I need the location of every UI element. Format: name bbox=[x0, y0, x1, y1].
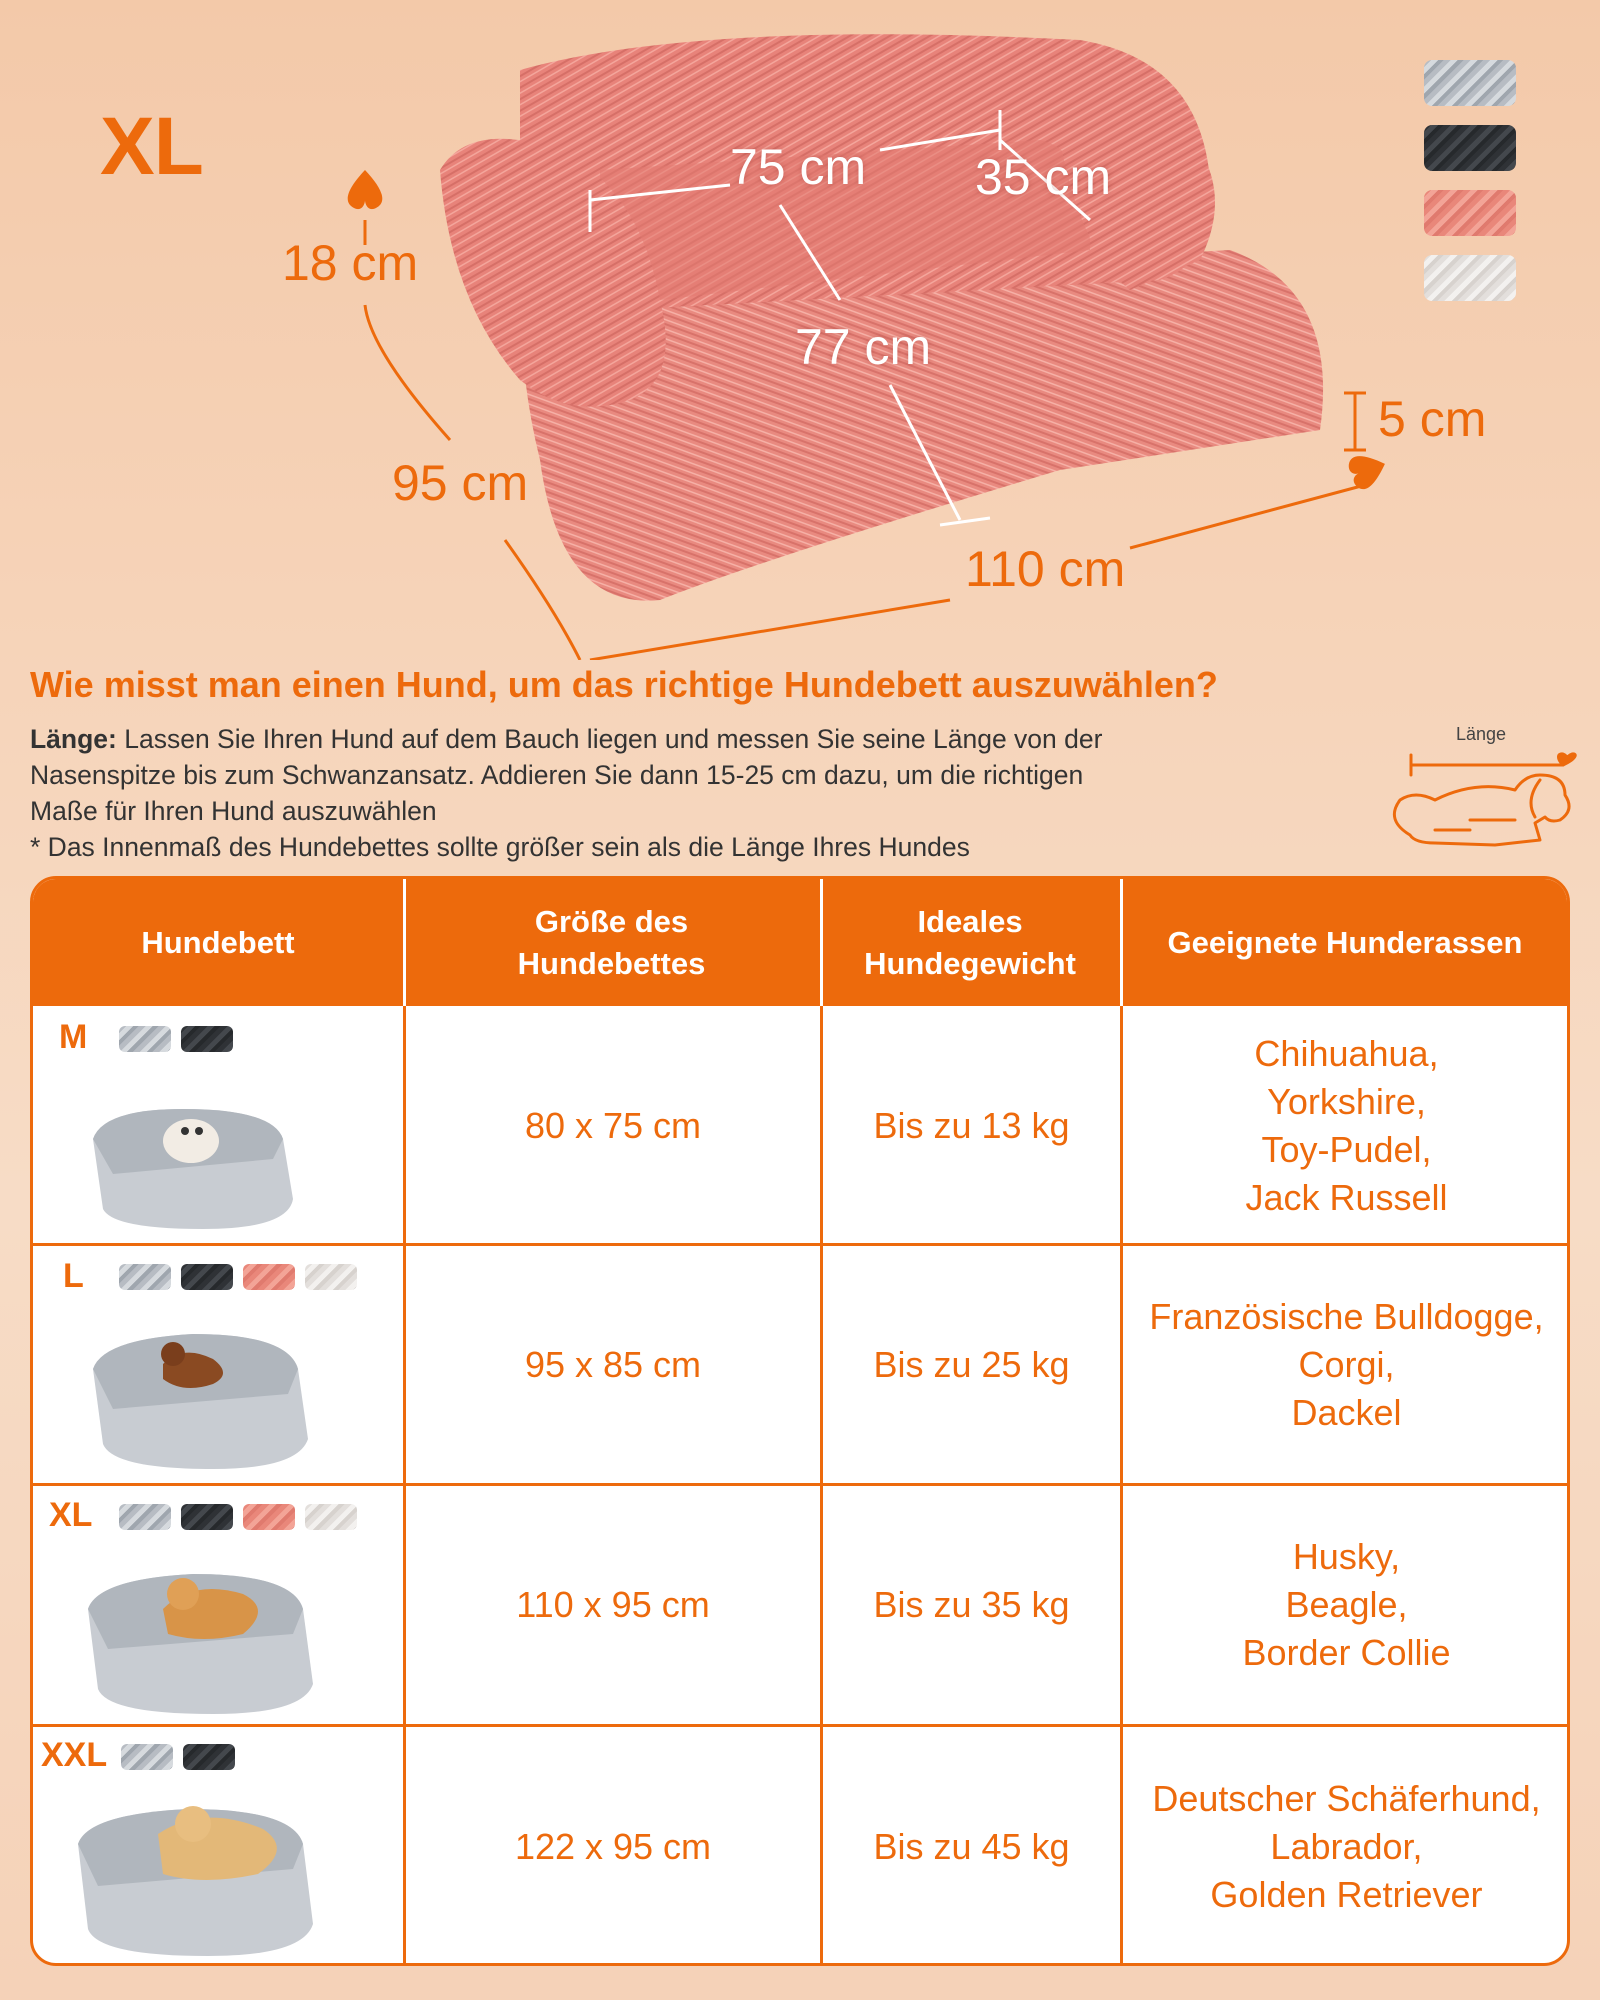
breed-item: Labrador, bbox=[1270, 1825, 1423, 1867]
breed-item: Jack Russell bbox=[1245, 1177, 1448, 1218]
breed-item: Corgi, bbox=[1298, 1343, 1395, 1385]
bed-product-photo bbox=[73, 1299, 333, 1474]
size-title: XL bbox=[100, 101, 203, 192]
row-breeds bbox=[1123, 1486, 1570, 1724]
mini-swatch-pink bbox=[243, 1504, 295, 1530]
breed-item: Border Collie bbox=[1242, 1632, 1451, 1673]
mini-swatch-grey bbox=[119, 1504, 171, 1530]
mini-swatch-dark bbox=[181, 1264, 233, 1290]
breed-item: Chihuahua, bbox=[1254, 1033, 1439, 1074]
breed-item: Golden Retriever bbox=[1210, 1873, 1483, 1915]
guide-note: * Das Innenmaß des Hundebettes sollte größer sein als die Länge Ihres Hundes bbox=[30, 832, 970, 862]
heart-arrow-icon bbox=[1346, 448, 1391, 492]
breed-item: Deutscher Schäferhund, bbox=[1152, 1777, 1541, 1819]
header-weight-line2: Hundegewicht bbox=[864, 945, 1076, 981]
hero-section bbox=[0, 0, 1600, 660]
row-size-label: XXL bbox=[41, 1736, 108, 1774]
color-swatch-dark-grey[interactable] bbox=[1424, 125, 1516, 171]
row-breeds bbox=[1123, 1246, 1570, 1483]
header-size-line1: Größe des bbox=[534, 903, 689, 939]
dim-inner-length: 77 cm bbox=[795, 319, 932, 375]
color-swatch-grey[interactable] bbox=[1424, 60, 1516, 106]
mini-swatch-pink bbox=[243, 1264, 295, 1290]
dim-width: 110 cm bbox=[965, 541, 1126, 597]
row-dimensions: 95 x 85 cm bbox=[524, 1343, 702, 1385]
dim-depth: 95 cm bbox=[392, 455, 529, 511]
row-size-label: M bbox=[59, 1018, 88, 1056]
color-swatch-pink[interactable] bbox=[1424, 190, 1516, 236]
breed-item: Beagle, bbox=[1285, 1584, 1408, 1625]
breed-item: Dackel bbox=[1291, 1391, 1402, 1433]
bed-product-photo bbox=[73, 1539, 333, 1719]
measure-guide-heading: Wie misst man einen Hund, um das richtige Hundebett auszuwählen? bbox=[30, 664, 1218, 705]
row-dimensions: 110 x 95 cm bbox=[516, 1584, 710, 1625]
dim-height: 18 cm bbox=[282, 235, 419, 291]
mini-swatch-grey bbox=[119, 1264, 171, 1290]
mini-swatch-white bbox=[305, 1504, 357, 1530]
color-swatch-white[interactable] bbox=[1424, 255, 1516, 301]
guide-line-1 bbox=[30, 724, 1102, 755]
row-weight: Bis zu 35 kg bbox=[873, 1584, 1070, 1625]
row-size-label: XL bbox=[49, 1496, 93, 1534]
mini-swatch-dark bbox=[183, 1744, 235, 1770]
guide-line-2: Nasenspitze bis zum Schwanzansatz. Addieren Sie dann 15-25 cm dazu, um die richtigen bbox=[30, 760, 1084, 790]
breed-item: Yorkshire, bbox=[1267, 1081, 1426, 1122]
guide-line-3: Maße für Ihren Hund auszuwählen bbox=[30, 796, 437, 826]
header-weight-line1: Ideales bbox=[917, 903, 1023, 939]
mini-swatch-white bbox=[305, 1264, 357, 1290]
heart-arrow-icon bbox=[348, 170, 383, 209]
header-size bbox=[403, 879, 820, 1006]
mini-swatch-dark bbox=[181, 1504, 233, 1530]
row-size-label: L bbox=[63, 1257, 84, 1295]
row-breeds bbox=[1123, 1727, 1570, 1966]
mini-swatch-grey bbox=[119, 1026, 171, 1052]
guide-text: Lassen Sie Ihren Hund auf dem Bauch liegen und messen Sie seine Länge von der bbox=[116, 724, 1103, 754]
dim-inner-width: 75 cm bbox=[730, 139, 867, 195]
table-header bbox=[33, 879, 1567, 1006]
row-weight: Bis zu 25 kg bbox=[873, 1343, 1070, 1385]
size-table bbox=[30, 876, 1570, 1966]
header-breeds: Geeignete Hunderassen bbox=[1167, 924, 1523, 960]
dog-length-label: Länge bbox=[1456, 724, 1507, 744]
row-weight: Bis zu 45 kg bbox=[873, 1825, 1070, 1867]
length-label: Länge: bbox=[30, 724, 117, 754]
row-dimensions: 80 x 75 cm bbox=[524, 1105, 702, 1146]
mini-swatch-grey bbox=[121, 1744, 173, 1770]
header-bed: Hundebett bbox=[141, 924, 295, 960]
bed-product-photo bbox=[73, 1079, 313, 1239]
header-size-line2: Hundebettes bbox=[517, 945, 706, 981]
mini-swatch-dark bbox=[181, 1026, 233, 1052]
dim-thickness: 5 cm bbox=[1378, 391, 1487, 447]
breed-item: Husky, bbox=[1292, 1536, 1401, 1577]
row-dimensions: 122 x 95 cm bbox=[514, 1825, 712, 1867]
breed-item: Französische Bulldogge, bbox=[1149, 1295, 1544, 1337]
breed-item: Toy-Pudel, bbox=[1261, 1129, 1432, 1170]
bed-product-photo bbox=[63, 1774, 333, 1964]
dim-side-width: 35 cm bbox=[975, 149, 1112, 205]
row-weight: Bis zu 13 kg bbox=[873, 1105, 1070, 1146]
dog-length-icon bbox=[1375, 745, 1585, 855]
row-breeds bbox=[1123, 1009, 1570, 1243]
header-weight bbox=[820, 879, 1120, 1006]
